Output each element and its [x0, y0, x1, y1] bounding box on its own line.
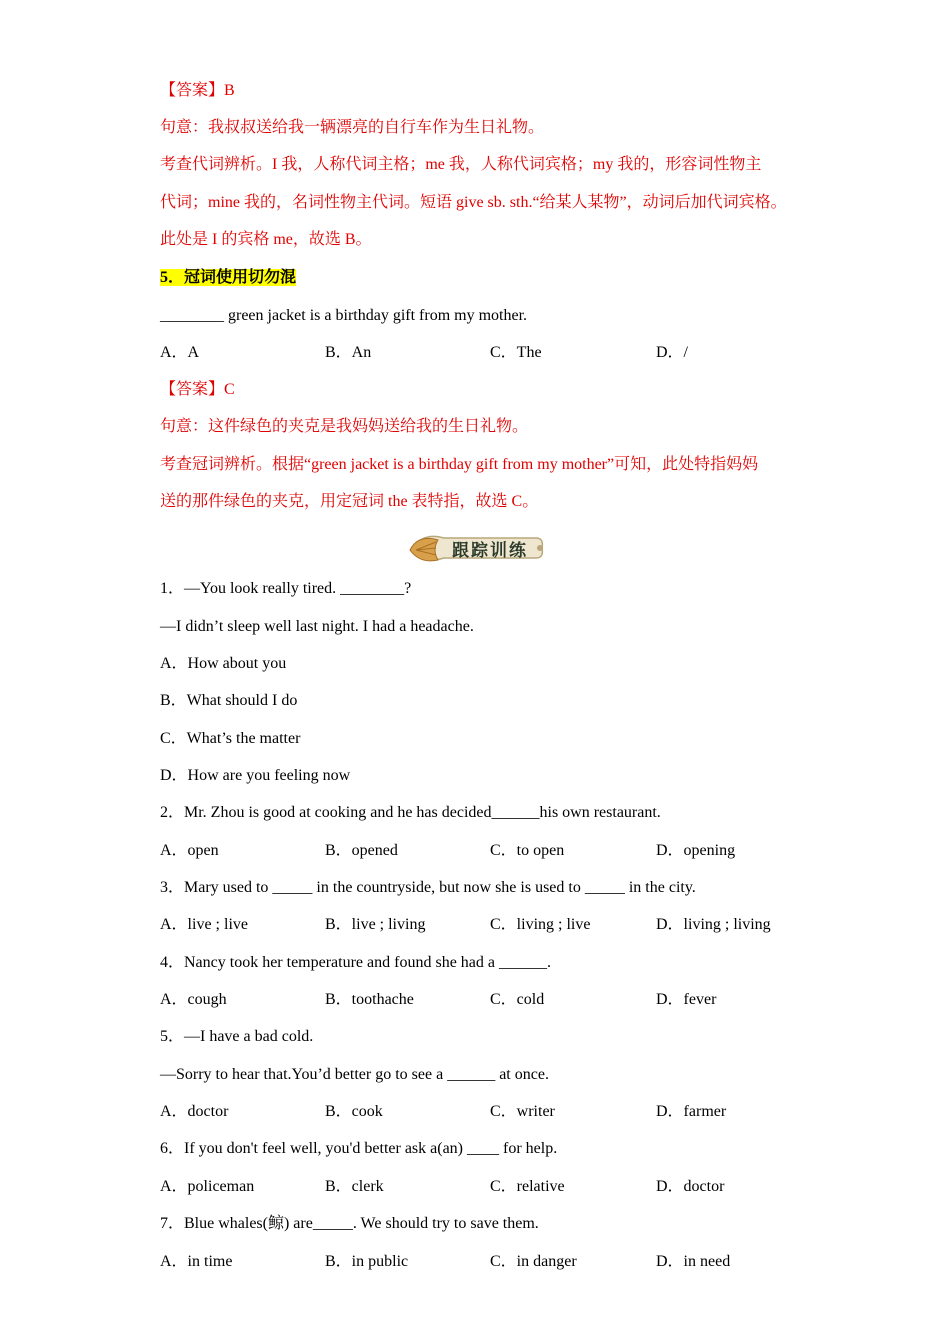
option-a: A．in time	[160, 1253, 233, 1270]
option-a: A．cough	[160, 991, 227, 1008]
answer-meaning: 句意：我叔叔送给我一辆漂亮的自行车作为生日礼物。	[160, 119, 545, 136]
answer-explanation: 考查冠词辨析。根据“green jacket is a birthday gift from my mother”可知，此处特指妈妈	[160, 456, 759, 473]
option-c: C．to open	[490, 842, 565, 859]
question-text: 3．Mary used to _____ in the countryside, but now she is used to _____ in the city.	[160, 879, 696, 896]
option-b: B．opened	[325, 842, 398, 859]
option-d: D．How are you feeling now	[160, 767, 351, 784]
question-text: —Sorry to hear that.You’d better go to see a ______ at once.	[160, 1066, 549, 1083]
answer-label: 【答案】B	[160, 82, 235, 99]
option-a: A．A	[160, 344, 200, 361]
option-b: B．toothache	[325, 991, 414, 1008]
question-text: 2．Mr. Zhou is good at cooking and he has decided______his own restaurant.	[160, 804, 661, 821]
option-c: C．relative	[490, 1178, 565, 1195]
banner-title: 跟踪训练	[452, 541, 528, 561]
question-text: 1．—You look really tired. ________?	[160, 580, 412, 597]
option-a: A．live ; live	[160, 916, 248, 933]
option-c: C．What’s the matter	[160, 730, 301, 747]
option-b: B．cook	[325, 1103, 383, 1120]
option-d: D．doctor	[656, 1178, 725, 1195]
question-text: 7．Blue whales(鲸) are_____. We should try to save them.	[160, 1215, 539, 1232]
option-c: C．writer	[490, 1103, 555, 1120]
answer-explanation: 送的那件绿色的夹克，用定冠词 the 表特指，故选 C。	[160, 493, 539, 510]
option-c: C．in danger	[490, 1253, 577, 1270]
question-text: —I didn’t sleep well last night. I had a headache.	[160, 618, 474, 635]
option-b: B．clerk	[325, 1178, 384, 1195]
option-a: A．doctor	[160, 1103, 229, 1120]
option-d: D．in need	[656, 1253, 731, 1270]
option-b: B．What should I do	[160, 692, 298, 709]
answer-label: 【答案】C	[160, 381, 235, 398]
option-d: D．fever	[656, 991, 717, 1008]
option-d: D．/	[656, 344, 689, 361]
section-heading: 5．冠词使用切勿混	[160, 269, 297, 286]
answer-explanation: 考查代词辨析。I 我，人称代词主格；me 我，人称代词宾格；my 我的，形容词性物主	[160, 156, 762, 173]
answer-explanation: 代词；mine 我的，名词性物主代词。短语 give sb. sth.“给某人某物”，动词后加代词宾格。	[160, 194, 787, 211]
option-b: B．live ; living	[325, 916, 426, 933]
option-b: B．An	[325, 344, 372, 361]
question-text: 4．Nancy took her temperature and found she had a ______.	[160, 954, 551, 971]
option-d: D．farmer	[656, 1103, 727, 1120]
question-text: 5．—I have a bad cold.	[160, 1028, 314, 1045]
option-b: B．in public	[325, 1253, 409, 1270]
option-d: D．opening	[656, 842, 736, 859]
option-c: C．The	[490, 344, 542, 361]
option-c: C．cold	[490, 991, 545, 1008]
option-c: C．living ; live	[490, 916, 591, 933]
option-a: A．How about you	[160, 655, 287, 672]
question-text: ________ green jacket is a birthday gift from my mother.	[160, 307, 528, 324]
option-a: A．open	[160, 842, 219, 859]
option-a: A．policeman	[160, 1178, 255, 1195]
answer-meaning: 句意：这件绿色的夹克是我妈妈送给我的生日礼物。	[160, 418, 529, 435]
answer-explanation: 此处是 I 的宾格 me，故选 B。	[160, 231, 372, 248]
option-d: D．living ; living	[656, 916, 771, 933]
question-text: 6．If you don't feel well, you'd better ask a(an) ____ for help.	[160, 1140, 558, 1157]
